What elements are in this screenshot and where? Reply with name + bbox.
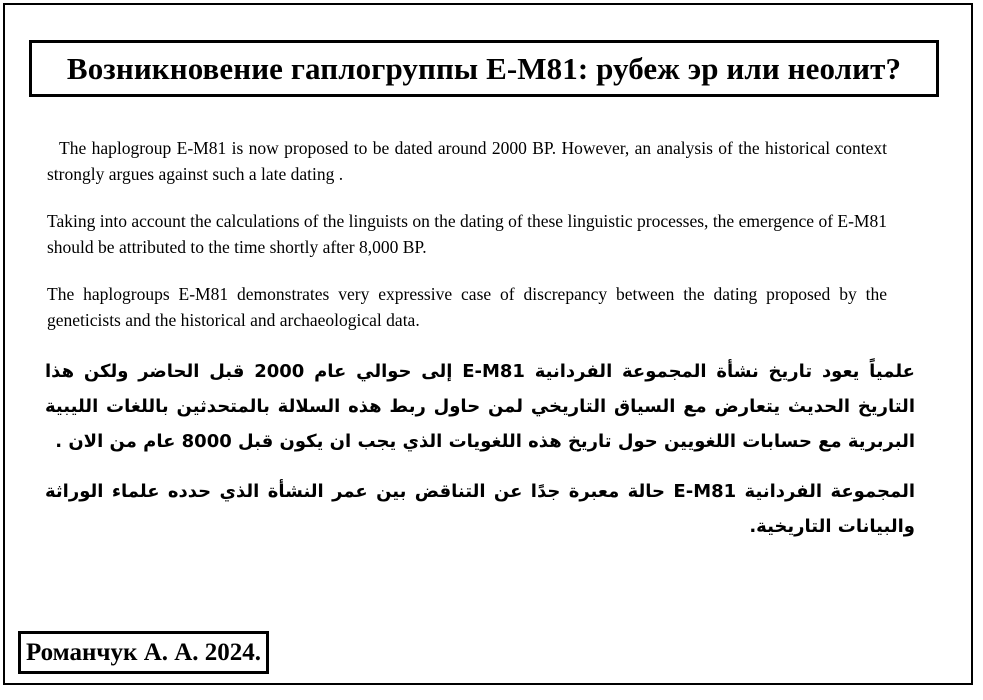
author-credit: Романчук А. А. 2024. <box>26 638 262 666</box>
page-border <box>3 3 973 685</box>
arabic-paragraph-1: علمياً يعود تاريخ نشأة المجموعة الفردانية E-M81 إلى حوالي عام 2000 قبل الحاضر ولكن هذا التاريخ الحديث يتعارض مع السياق التاريخي لمن حاول ربط هذه السلالة بالمتحدثين باللغات الليبية البربرية مع حسابات اللغويين حول تاريخ هذه اللغويات الذي يجب ان يكون قبل 8000 عام من الان . <box>45 361 915 452</box>
page-title: Возникновение гаплогруппы E-M81: рубеж эр или неолит? <box>66 50 902 86</box>
english-paragraph-3: The haplogroups E-M81 demonstrates very expressive case of discrepancy between the dating proposed by the geneticists and the historical and archaeological data. <box>47 284 887 330</box>
arabic-paragraph-2: المجموعة الفردانية E-M81 حالة معبرة جدًا عن التناقض بين عمر النشأة الذي حدده علماء الوراثة والبيانات التاريخية. <box>45 481 915 537</box>
title-box <box>29 40 939 97</box>
english-paragraph-1: The haplogroup E-M81 is now proposed to be dated around 2000 BP. However, an analysis of the historical context strongly argues against such a late dating . <box>47 138 887 184</box>
author-box <box>18 631 269 674</box>
english-paragraph-2: Taking into account the calculations of the linguists on the dating of these linguistic processes, the emergence of E-M81 should be attributed to the time shortly after 8,000 BP. <box>47 211 887 257</box>
